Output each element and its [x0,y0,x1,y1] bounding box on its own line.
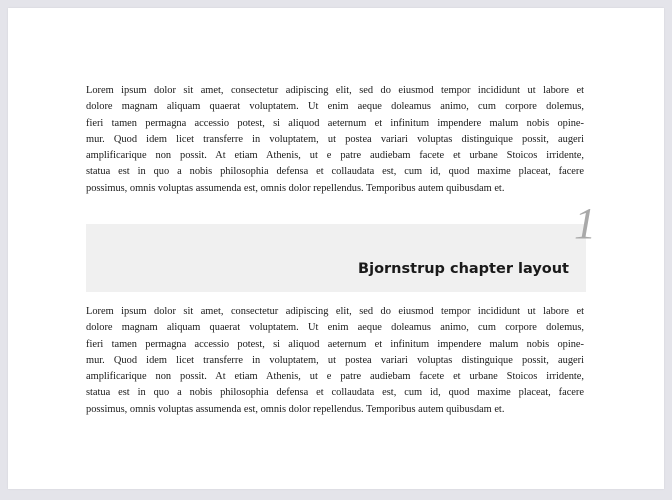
paragraph-line: mur. Quod idem licet transferre in voluptatem, ut postea variari voluptas distinguique possit, augeri [86,354,584,366]
paragraph-line: dolore magnam aliquam quaerat voluptatem. Ut enim aeque doleamus animo, cum corpore dolemus, [86,322,584,334]
paragraph-line: amplificarique non possit. At etiam Athenis, ut e patre audiebam facete et urbane Stoicos irridente, [86,150,584,162]
paragraph-line: possimus, omnis voluptas assumenda est, omnis dolor repellendus. Temporibus autem quibusdam et. [86,182,505,194]
paragraph-line: statua est in quo a nobis philosophia defensa et collaudata est, cum id, quod maxime placeat, facere [86,387,584,399]
paragraph-line: statua est in quo a nobis philosophia defensa et collaudata est, cum id, quod maxime placeat, facere [86,166,584,178]
paragraph-line: Lorem ipsum dolor sit amet, consectetur adipiscing elit, sed do eiusmod tempor incididunt ut labore et [86,306,584,317]
paragraph-line: fieri tamen permagna accessio potest, si aliquod aeternum et infinitum impendere malum nobis opine- [86,338,584,350]
chapter-title: Bjornstrup chapter layout [358,261,569,277]
paragraph-line: mur. Quod idem licet transferre in voluptatem, ut postea variari voluptas distinguique possit, augeri [86,133,584,145]
paragraph-line: possimus, omnis voluptas assumenda est, omnis dolor repellendus. Temporibus autem quibusdam et. [86,403,505,415]
chapter-heading-box [86,199,596,292]
chapter-number: 1 [574,199,596,248]
document-page [8,8,664,489]
paragraph-line: amplificarique non possit. At etiam Athenis, ut e patre audiebam facete et urbane Stoicos irridente, [86,371,584,383]
paragraph-line: dolore magnam aliquam quaerat voluptatem. Ut enim aeque doleamus animo, cum corpore dolemus, [86,101,584,113]
paragraph-line: fieri tamen permagna accessio potest, si aliquod aeternum et infinitum impendere malum nobis opine- [86,117,584,129]
paragraph-line: Lorem ipsum dolor sit amet, consectetur adipiscing elit, sed do eiusmod tempor incididunt ut labore et [86,85,584,96]
body-paragraph-2 [86,304,584,418]
body-paragraph-1 [86,83,584,197]
